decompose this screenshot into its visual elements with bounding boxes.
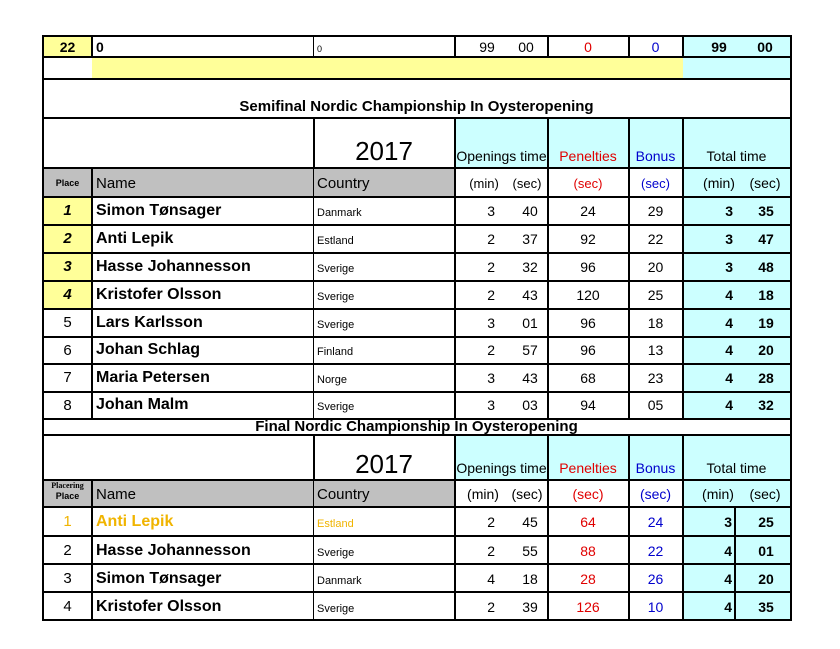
table-row-country: Norge bbox=[317, 373, 347, 386]
table-row-penalty: 64 bbox=[580, 513, 596, 530]
table-row-min: 2 bbox=[487, 258, 495, 275]
top-place-cell: 22 bbox=[59, 38, 76, 55]
final-total-sec-unit: (sec) bbox=[749, 486, 781, 502]
table-row-sec: 55 bbox=[522, 542, 538, 559]
table-row-sec: 32 bbox=[522, 258, 538, 275]
table-row-sec: 43 bbox=[522, 369, 538, 386]
table-row-total-min: 3 bbox=[725, 258, 733, 275]
final-bonus-unit: (sec) bbox=[639, 486, 672, 502]
semi-total-time-header: Total time bbox=[706, 148, 767, 164]
table-row-total-min: 3 bbox=[724, 513, 732, 530]
semi-total-sec-unit: (sec) bbox=[749, 175, 781, 191]
table-row-name: Maria Petersen bbox=[96, 368, 210, 386]
table-row-min: 2 bbox=[487, 286, 495, 303]
table-row-name: Johan Malm bbox=[96, 396, 189, 413]
table-row-place: 5 bbox=[63, 314, 72, 331]
table-row-min: 2 bbox=[487, 542, 495, 559]
semi-bonus-unit: (sec) bbox=[641, 175, 670, 191]
table-row-sec: 39 bbox=[522, 598, 538, 615]
table-row-total-min: 4 bbox=[725, 397, 733, 413]
table-row-sec: 57 bbox=[522, 342, 538, 358]
semi-total-min-unit: (min) bbox=[703, 175, 735, 191]
table-row-total-sec: 35 bbox=[758, 202, 774, 219]
semi-place-label: Place bbox=[55, 178, 80, 188]
final-total-time-header: Total time bbox=[706, 460, 767, 476]
final-penalty-unit: (sec) bbox=[572, 486, 604, 502]
final-penalties-header: Penelties bbox=[559, 460, 617, 476]
semi-bonus-header: Bonus bbox=[635, 148, 676, 164]
table-row-min: 2 bbox=[487, 598, 495, 615]
table-row-min: 3 bbox=[487, 314, 495, 331]
table-row-penalty: 96 bbox=[580, 314, 596, 331]
table-row-bonus: 10 bbox=[647, 598, 664, 615]
semi-openings-time-header: Openings time bbox=[456, 148, 547, 164]
table-row-sec: 18 bbox=[522, 570, 538, 587]
table-row-penalty: 94 bbox=[580, 397, 596, 413]
final-name-label: Name bbox=[96, 485, 137, 503]
semifinal-title: Semifinal Nordic Championship In Oysteropening bbox=[239, 97, 594, 115]
table-row-place: 2 bbox=[63, 542, 72, 559]
final-min-unit: (min) bbox=[467, 486, 499, 502]
table-row-penalty: 28 bbox=[580, 570, 596, 587]
semi-penalty-unit: (sec) bbox=[573, 175, 603, 191]
table-row-penalty: 24 bbox=[580, 202, 596, 219]
semi-penalties-header: Penelties bbox=[559, 148, 617, 164]
final-place-label: Place bbox=[55, 491, 80, 501]
second-row-yellow-fill bbox=[92, 57, 683, 78]
table-row-country: Finland bbox=[317, 346, 354, 358]
table-row-total-min: 3 bbox=[725, 202, 733, 219]
final-openings-time-header: Openings time bbox=[456, 460, 547, 476]
table-row-min: 4 bbox=[487, 570, 495, 587]
table-row-min: 2 bbox=[487, 342, 495, 358]
table-row-name: Simon Tønsager bbox=[96, 201, 222, 219]
top-total-min-cell: 99 bbox=[711, 38, 727, 55]
table-row-total-sec: 18 bbox=[758, 286, 774, 303]
top-min-cell: 99 bbox=[479, 38, 495, 55]
final-sec-unit: (sec) bbox=[511, 486, 543, 502]
table-row-bonus: 24 bbox=[647, 513, 664, 530]
table-row-total-min: 4 bbox=[725, 342, 733, 358]
table-row-total-sec: 20 bbox=[758, 342, 774, 358]
table-row-bonus: 25 bbox=[647, 286, 664, 303]
table-row-sec: 03 bbox=[522, 397, 538, 413]
top-bonus-cell: 0 bbox=[651, 38, 660, 55]
top-total-sec-cell: 00 bbox=[757, 38, 773, 55]
table-row-penalty: 126 bbox=[576, 598, 600, 615]
table-row-total-sec: 35 bbox=[758, 598, 774, 615]
semi-min-unit: (min) bbox=[469, 175, 499, 191]
table-row-sec: 01 bbox=[522, 314, 538, 331]
final-placering-label: Placering bbox=[51, 480, 84, 490]
table-row-country: Sverige bbox=[317, 602, 355, 615]
table-row-min: 2 bbox=[487, 230, 495, 247]
table-row-bonus: 22 bbox=[647, 230, 664, 247]
final-total-min-unit: (min) bbox=[702, 486, 734, 502]
table-row-place: 1 bbox=[63, 513, 72, 530]
table-row-place: 4 bbox=[63, 598, 72, 615]
table-row-country: Sverige bbox=[317, 262, 355, 275]
table-row-place: 7 bbox=[63, 369, 72, 386]
table-row-bonus: 18 bbox=[647, 314, 664, 331]
semi-sec-unit: (sec) bbox=[512, 175, 542, 191]
final-year: 2017 bbox=[355, 448, 413, 479]
table-row-place: 1 bbox=[63, 202, 72, 219]
table-row-total-min: 4 bbox=[724, 570, 732, 587]
table-row-place: 2 bbox=[63, 230, 72, 247]
table-row-sec: 45 bbox=[522, 513, 538, 530]
table-row-bonus: 13 bbox=[647, 342, 664, 358]
table-row-min: 2 bbox=[487, 513, 495, 530]
final-country-label: Country bbox=[317, 485, 370, 503]
table-row-country: Sverige bbox=[317, 318, 355, 331]
top-penalty-cell: 0 bbox=[584, 38, 592, 55]
table-row-total-min: 4 bbox=[725, 286, 733, 303]
table-row-penalty: 92 bbox=[580, 230, 596, 247]
table-row-name: Anti Lepik bbox=[96, 512, 174, 530]
table-row-penalty: 96 bbox=[580, 342, 596, 358]
semi-country-label: Country bbox=[317, 174, 370, 192]
table-row-total-min: 3 bbox=[725, 230, 733, 247]
final-title: Final Nordic Championship In Oysteropening bbox=[255, 418, 578, 435]
table-row-sec: 43 bbox=[522, 286, 538, 303]
table-row-name: Hasse Johannesson bbox=[96, 541, 251, 559]
table-row-name: Hasse Johannesson bbox=[96, 257, 251, 275]
table-row-name: Lars Karlsson bbox=[96, 313, 203, 331]
top-country-cell: 0 bbox=[317, 43, 323, 54]
table-row-country: Sverige bbox=[317, 290, 355, 303]
table-row-total-sec: 48 bbox=[758, 258, 774, 275]
table-row-bonus: 22 bbox=[647, 542, 664, 559]
semi-name-label: Name bbox=[96, 174, 137, 192]
table-row-place: 8 bbox=[63, 396, 72, 414]
table-row-bonus: 20 bbox=[647, 258, 664, 275]
table-row-country: Danmark bbox=[317, 206, 362, 219]
table-row-place: 3 bbox=[63, 570, 72, 587]
table-row-total-sec: 01 bbox=[758, 542, 774, 559]
table-row-name: Johan Schlag bbox=[96, 341, 201, 358]
table-row-country: Sverige bbox=[317, 401, 355, 413]
table-row-min: 3 bbox=[487, 369, 495, 386]
table-row-name: Kristofer Olsson bbox=[96, 597, 222, 615]
table-row-total-min: 4 bbox=[725, 314, 733, 331]
table-row-name: Anti Lepik bbox=[96, 229, 174, 247]
table-row-total-sec: 20 bbox=[758, 570, 774, 587]
final-bonus-header: Bonus bbox=[635, 460, 676, 476]
table-row-total-min: 4 bbox=[724, 598, 732, 615]
table-row-country: Sverige bbox=[317, 546, 355, 559]
table-row-country: Estland bbox=[317, 517, 354, 530]
table-row-total-sec: 47 bbox=[758, 230, 774, 247]
table-row-penalty: 96 bbox=[580, 258, 596, 275]
table-row-country: Estland bbox=[317, 234, 354, 247]
table-row-place: 3 bbox=[63, 258, 72, 275]
table-row-penalty: 68 bbox=[580, 369, 596, 386]
table-row-sec: 40 bbox=[522, 202, 538, 219]
table-row-place: 6 bbox=[63, 341, 72, 359]
table-row-min: 3 bbox=[487, 397, 495, 413]
table-row-penalty: 88 bbox=[580, 542, 596, 559]
table-row-total-sec: 19 bbox=[758, 314, 774, 331]
table-row-place: 4 bbox=[63, 286, 72, 303]
table-row-bonus: 23 bbox=[647, 369, 664, 386]
table-row-total-sec: 25 bbox=[758, 513, 774, 530]
table-row-bonus: 26 bbox=[647, 570, 664, 587]
table-row-min: 3 bbox=[487, 202, 495, 219]
table-row-total-sec: 28 bbox=[758, 369, 774, 386]
table-row-bonus: 29 bbox=[647, 202, 664, 219]
table-row-name: Simon Tønsager bbox=[96, 569, 222, 587]
table-row-total-min: 4 bbox=[724, 542, 732, 559]
table-row-total-min: 4 bbox=[725, 369, 733, 386]
table-row-sec: 37 bbox=[522, 230, 538, 247]
semifinal-year: 2017 bbox=[355, 135, 413, 166]
table-row-country: Danmark bbox=[317, 574, 362, 587]
table-row-total-sec: 32 bbox=[758, 397, 774, 413]
table-row-bonus: 05 bbox=[647, 397, 664, 413]
table-row-penalty: 120 bbox=[576, 286, 600, 303]
table-row-name: Kristofer Olsson bbox=[96, 285, 222, 303]
second-row-cyan-fill bbox=[683, 57, 791, 78]
top-sec-cell: 00 bbox=[518, 38, 534, 55]
top-name-cell: 0 bbox=[96, 38, 104, 55]
